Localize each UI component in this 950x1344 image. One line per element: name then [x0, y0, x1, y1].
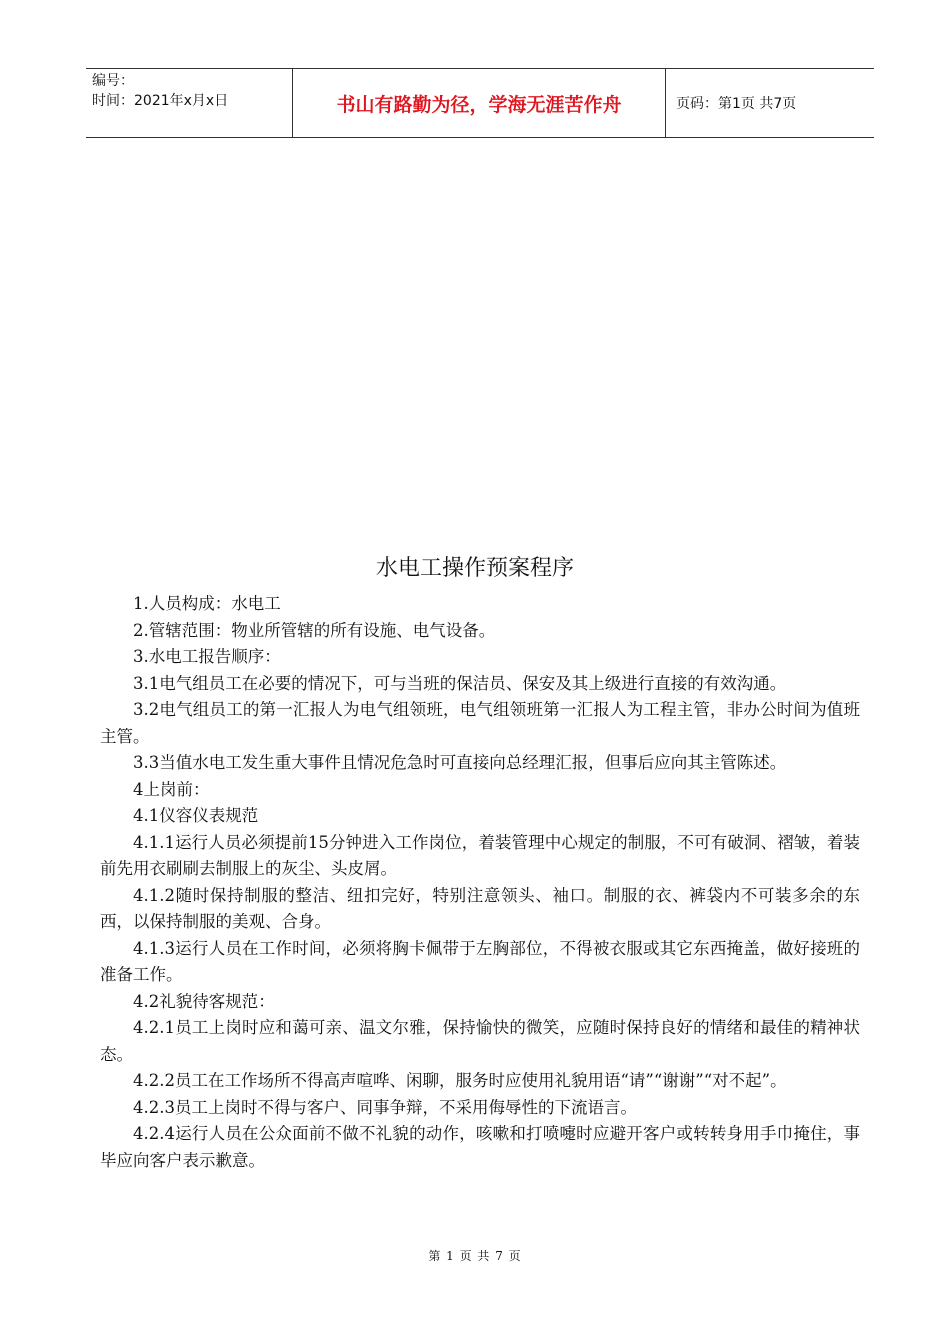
header-motto: 书山有路勤为径，学海无涯苦作舟: [336, 93, 622, 116]
header-meta: [86, 69, 292, 137]
header-page-label: 页码：第1页 共7页: [676, 96, 797, 112]
serial-label: 编号：: [92, 73, 134, 89]
page-footer: 第 1 页 共 7 页: [428, 1249, 522, 1263]
time-label: 时间：2021年x月x日: [92, 93, 229, 109]
document-title: 水电工操作预案程序: [375, 556, 574, 581]
document-body: [100, 591, 860, 1174]
paragraph: 3.水电工报告顺序：: [133, 647, 281, 666]
paragraph: 1.人员构成：水电工: [133, 594, 281, 613]
paragraph: 3.3当值水电工发生重大事件且情况危急时可直接向总经理汇报，但事后应向其主管陈述。: [133, 753, 787, 772]
paragraph: 4.2礼貌待客规范：: [133, 991, 275, 1011]
paragraph: 3.2电气组员工的第一汇报人为电气组领班，电气组领班第一汇报人为工程主管，非办公时间为值班主管。: [100, 700, 860, 746]
paragraph: 4.1.3运行人员在工作时间，必须将胸卡佩带于左胸部位，不得被衣服或其它东西掩盖，做好接班的准备工作。: [100, 938, 860, 984]
paragraph: 4.2.2员工在工作场所不得高声喧哗、闲聊，服务时应使用礼貌用语“请”“谢谢”“对不起”。: [133, 1071, 787, 1090]
paragraph: 3.1电气组员工在必要的情况下，可与当班的保洁员、保安及其上级进行直接的有效沟通。: [133, 673, 787, 693]
header-page-cell: [666, 69, 874, 137]
paragraph: 4.2.1员工上岗时应和蔼可亲、温文尔雅，保持愉快的微笑，应随时保持良好的情绪和最佳的精神状态。: [100, 1018, 860, 1064]
paragraph: 4.2.3员工上岗时不得与客户、同事争辩，不采用侮辱性的下流语言。: [133, 1097, 637, 1117]
paragraph: 4上岗前：: [133, 779, 210, 799]
paragraph: 4.1.1运行人员必须提前15分钟进入工作岗位，着装管理中心规定的制服，不可有破洞、褶皱，着装前先用衣刷刷去制服上的灰尘、头皮屑。: [100, 832, 860, 878]
paragraph: 2.管辖范围：物业所管辖的所有设施、电气设备。: [133, 620, 496, 640]
page-header: [86, 68, 874, 138]
paragraph: 4.1.2随时保持制服的整洁、纽扣完好，特别注意领头、袖口。制服的衣、裤袋内不可装多余的东西，以保持制服的美观、合身。: [100, 885, 860, 931]
header-motto-cell: [292, 69, 666, 137]
paragraph: 4.2.4运行人员在公众面前不做不礼貌的动作，咳嗽和打喷嚏时应避开客户或转转身用手巾掩住，事毕应向客户表示歉意。: [100, 1124, 860, 1170]
paragraph: 4.1仪容仪表规范: [133, 806, 259, 825]
